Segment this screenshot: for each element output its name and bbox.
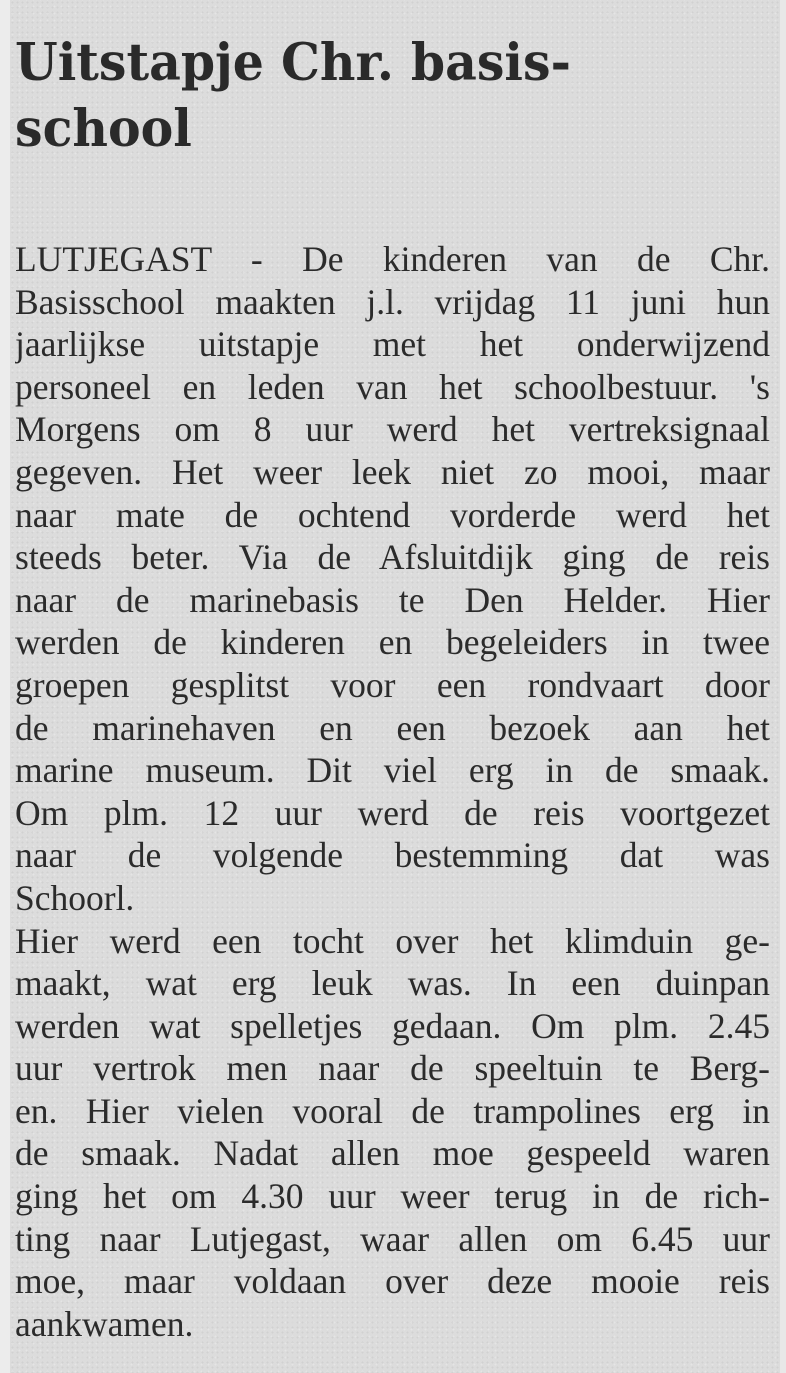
headline-line-2: school [15,99,192,159]
article-line: personeel en leden van het schoolbestuur. 's [15,366,770,407]
article-line: naar mate de ochtend vorderde werd het [15,494,770,535]
article-line: gegeven. Het weer leek niet zo mooi, maar [15,451,770,492]
article-line: ging het om 4.30 uur weer terug in de rich- [15,1176,770,1217]
article-line: de marinehaven en een bezoek aan het [15,707,770,748]
article-line: aankwamen. [15,1303,194,1344]
article-line: marine museum. Dit viel erg in de smaak. [15,750,770,791]
article-line: naar de volgende bestemming dat was [15,835,770,876]
article-line: steeds beter. Via de Afsluitdijk ging de reis [15,537,770,578]
headline-line-1: Uitstapje Chr. basis- [15,33,571,93]
article-line: werden de kinderen en begeleiders in twee [15,622,770,663]
article-line: Schoorl. [15,877,135,918]
article-line: werden wat spelletjes gedaan. Om plm. 2.45 [15,1005,770,1046]
article-line: Morgens om 8 uur werd het vertreksignaal [15,409,770,450]
article-headline [15,30,706,162]
article-line: Om plm. 12 uur werd de reis voortgezet [15,792,770,833]
article-line: Basisschool maakten j.l. vrijdag 11 juni hun [15,281,770,322]
article-line: groepen gesplitst voor een rondvaart door [15,664,770,705]
article-line: moe, maar voldaan over deze mooie reis [15,1261,770,1302]
article-line: naar de marinebasis te Den Helder. Hier [15,579,770,620]
article-line: Hier werd een tocht over het klimduin ge- [15,920,770,961]
article-line: en. Hier vielen vooral de trampolines erg in [15,1090,770,1131]
article-body [15,238,770,1345]
paper-edge-left [0,0,10,1373]
paper-edge-right [780,0,786,1373]
article-line: uur vertrok men naar de speeltuin te Berg- [15,1048,770,1089]
article-line: jaarlijkse uitstapje met het onderwijzend [15,324,770,365]
article-line: LUTJEGAST - De kinderen van de Chr. [15,239,770,279]
article-line: maakt, wat erg leuk was. In een duinpan [15,963,770,1004]
article-line: de smaak. Nadat allen moe gespeeld waren [15,1133,770,1174]
article-line: ting naar Lutjegast, waar allen om 6.45 uur [15,1218,770,1259]
